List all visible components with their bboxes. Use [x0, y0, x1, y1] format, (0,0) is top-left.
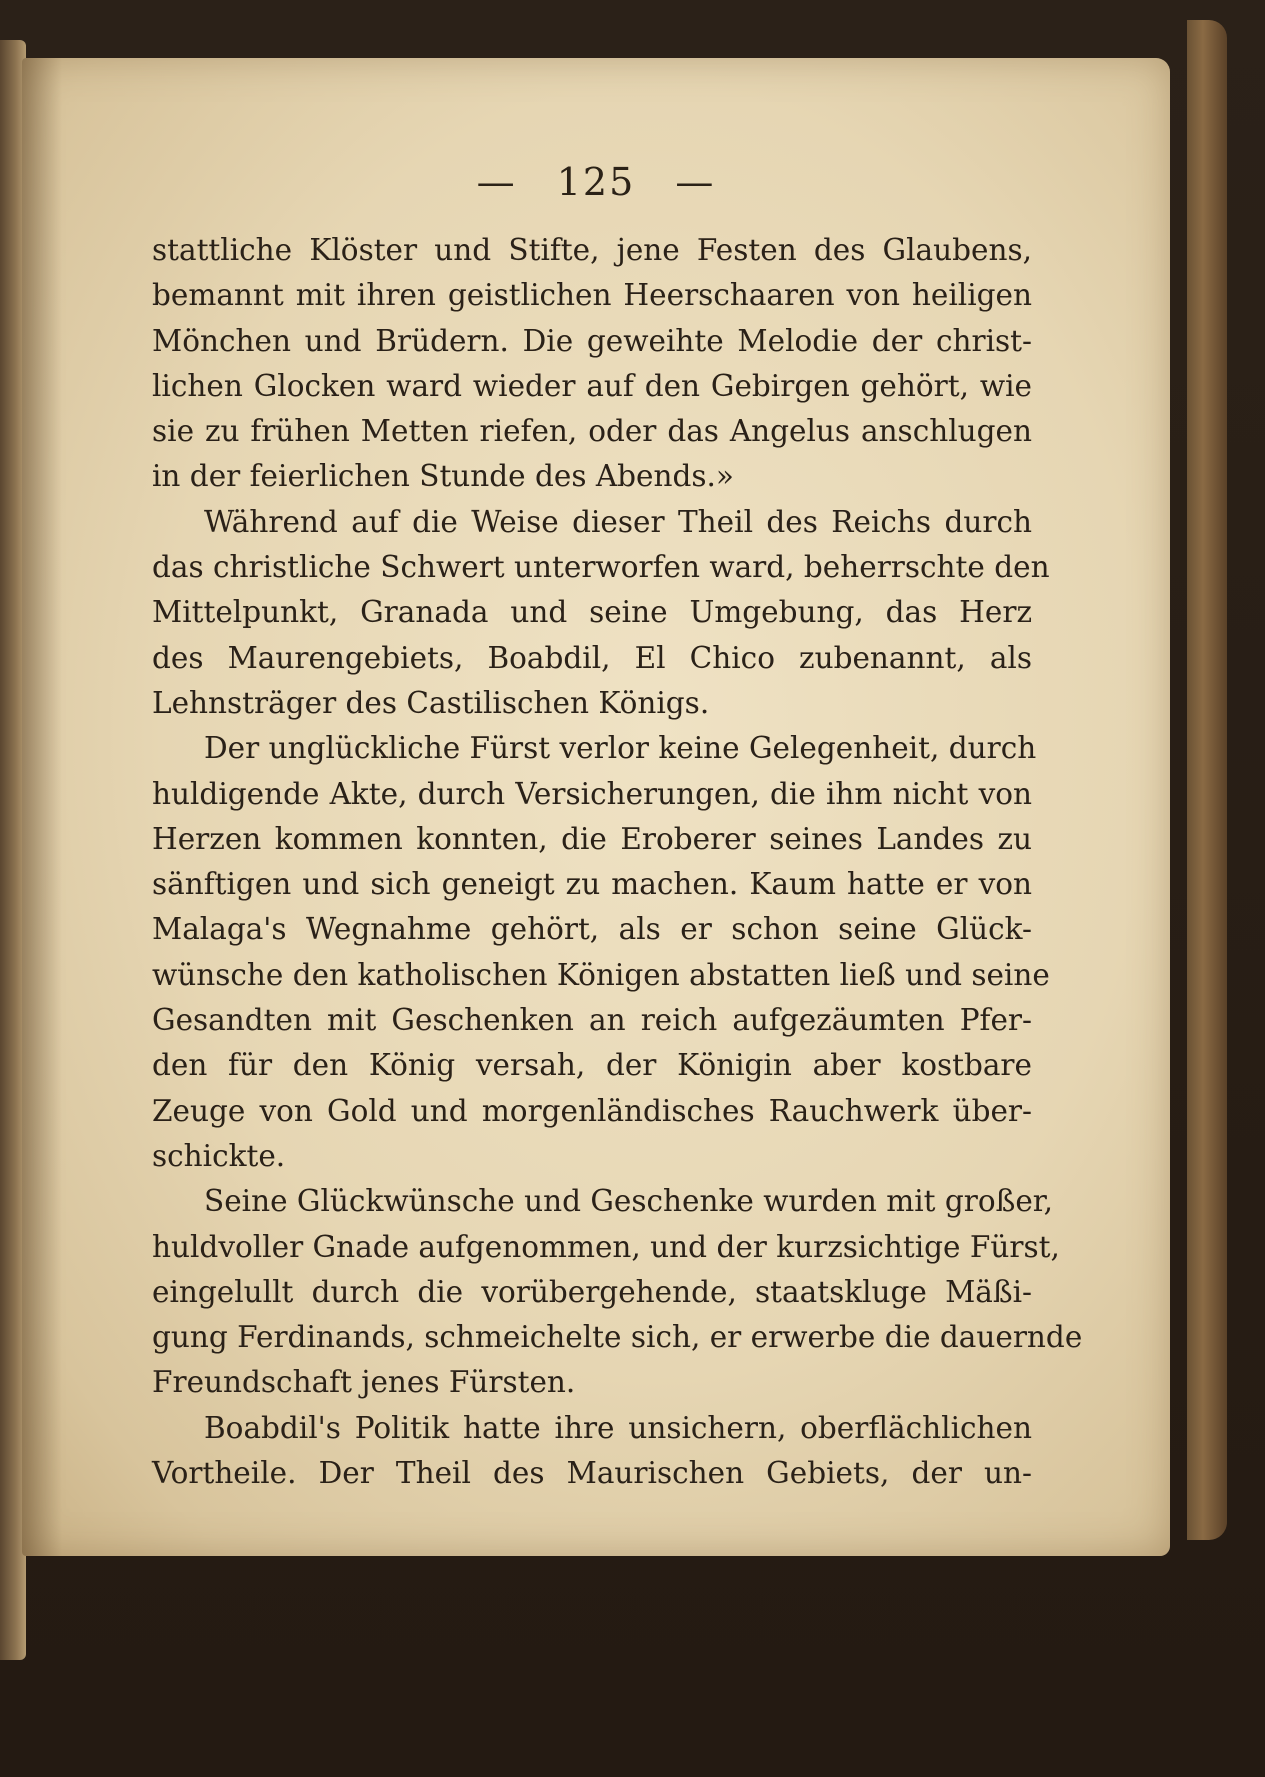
page-header [22, 160, 1170, 204]
text-line: Während auf die Weise dieser Theil des Reichs durch [204, 504, 1032, 539]
text-line: sänftigen und sich geneigt zu machen. Kaum hatte er von [152, 867, 1032, 902]
text-line: gung Ferdinands, schmeichelte sich, er erwerbe die dauernde [152, 1320, 1083, 1355]
text-line: schickte. [152, 1138, 286, 1173]
text-line: das christliche Schwert unterworfen ward, beherrschte den [152, 550, 1050, 585]
page-sheet [22, 58, 1170, 1556]
text-line: Lehnsträger des Castilischen Königs. [152, 685, 710, 720]
text-line: Seine Glückwünsche und Geschenke wurden mit großer, [204, 1184, 1054, 1219]
text-line: sie zu frühen Metten riefen, oder das Angelus anschlugen [152, 414, 1032, 449]
text-line: Herzen kommen konnten, die Eroberer seines Landes zu [152, 821, 1032, 856]
text-line: Mönchen und Brüdern. Die geweihte Melodie der christ- [152, 323, 1032, 358]
text-line: in der feierlichen Stunde des Abends.» [152, 459, 734, 494]
header-dash-right: — [675, 160, 716, 204]
text-line: lichen Glocken ward wieder auf den Gebirgen gehört, wie [152, 368, 1032, 403]
page-number: 125 [556, 160, 636, 204]
text-line: huldigende Akte, durch Versicherungen, die ihm nicht von [152, 776, 1032, 811]
text-line: eingelullt durch die vorübergehende, staatskluge Mäßi- [152, 1274, 1032, 1309]
header-dash-left: — [476, 160, 517, 204]
text-line: stattliche Klöster und Stifte, jene Festen des Glaubens, [152, 233, 1032, 267]
text-line: Mittelpunkt, Granada und seine Umgebung, das Herz [152, 595, 1032, 630]
text-line: wünsche den katholischen Königen abstatten ließ und seine [152, 957, 1050, 992]
text-line: bemannt mit ihren geistlichen Heerschaaren von heiligen [152, 278, 1032, 313]
gutter-shadow [22, 58, 62, 1556]
text-line: Zeuge von Gold und morgenländisches Rauchwerk über- [152, 1093, 1032, 1128]
body-text [152, 228, 1083, 1496]
text-line: den für den König versah, der Königin aber kostbare [152, 1048, 1032, 1083]
text-line: huldvoller Gnade aufgenommen, und der kurzsichtige Fürst, [152, 1229, 1060, 1264]
text-line: Malaga's Wegnahme gehört, als er schon seine Glück- [152, 912, 1032, 947]
text-line: Freundschaft jenes Fürsten. [152, 1365, 576, 1400]
text-line: Vortheile. Der Theil des Maurischen Gebiets, der un- [152, 1456, 1032, 1491]
text-line: Boabdil's Politik hatte ihre unsichern, oberflächlichen [204, 1410, 1032, 1445]
book-cover-edge [1187, 20, 1227, 1540]
text-line: des Maurengebiets, Boabdil, El Chico zubenannt, als [152, 640, 1032, 675]
text-line: Gesandten mit Geschenken an reich aufgezäumten Pfer- [152, 1003, 1032, 1038]
text-line: Der unglückliche Fürst verlor keine Gelegenheit, durch [204, 731, 1037, 766]
